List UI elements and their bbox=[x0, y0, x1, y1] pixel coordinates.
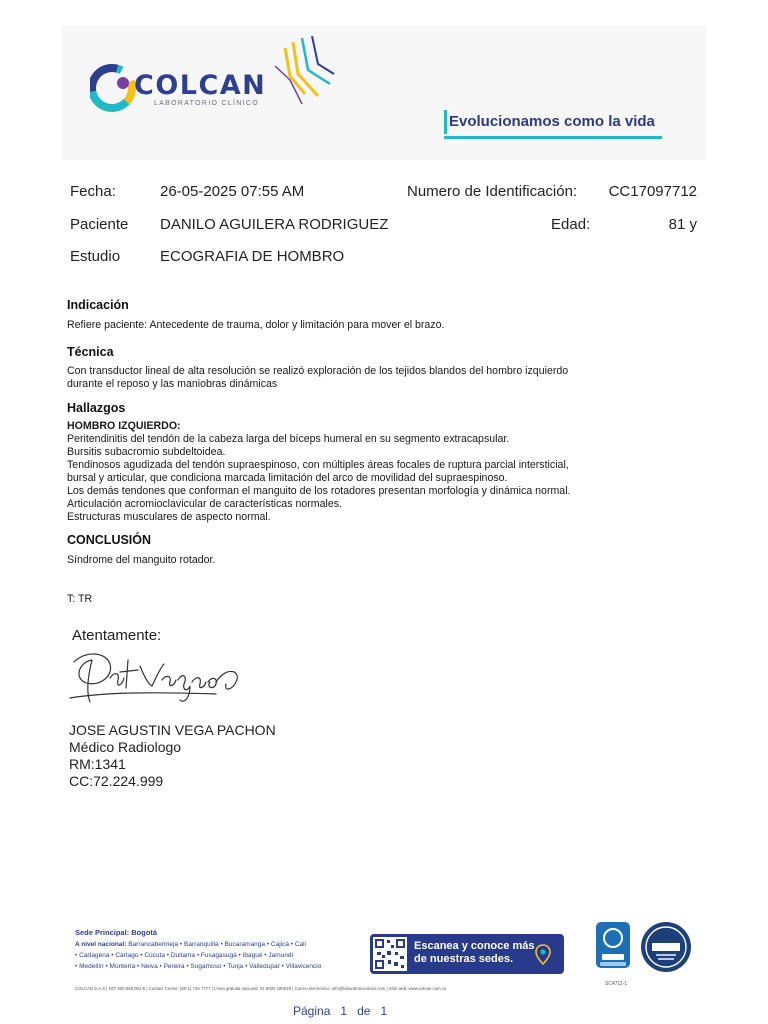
study-label: Estudio bbox=[70, 248, 121, 265]
transcriber-code bbox=[67, 593, 92, 606]
handwritten-signature bbox=[66, 642, 246, 718]
greeting: Atentamente: bbox=[72, 627, 162, 644]
technique-title: Técnica bbox=[67, 345, 114, 359]
page-number bbox=[293, 1004, 387, 1018]
conclusion-title: CONCLUSIÓN bbox=[67, 533, 152, 547]
patient-label: Paciente bbox=[70, 216, 129, 233]
brand-subtitle: LABORATORIO CLÍNICO bbox=[154, 100, 259, 107]
footer-cities-2: • Cartagena • Cartago • Cúcuta • Duitama • Fusagasugá • Ibagué • Jamundí bbox=[75, 952, 294, 959]
tagline: Evolucionamos como la vida bbox=[449, 113, 655, 130]
map-pin-icon bbox=[530, 942, 556, 968]
footer-cities-text: Barrancabermeja • Barranquilla • Bucaramanga • Cajicá • Cali bbox=[128, 941, 307, 948]
page-total: 1 bbox=[380, 1004, 388, 1018]
technique-line: durante el reposo y las maniobras dinámicas bbox=[67, 378, 278, 390]
qr-caption-line: de nuestras sedes. bbox=[414, 953, 514, 965]
signer-rm: RM:1341 bbox=[69, 756, 126, 772]
id-value: CC17097712 bbox=[608, 183, 697, 200]
indication-line: Refiere paciente: Antecedente de trauma, dolor y limitación para mover el brazo. bbox=[67, 319, 445, 331]
footer-hq: Sede Principal: Bogotá bbox=[75, 928, 158, 937]
technique-text bbox=[67, 365, 568, 391]
findings-title: Hallazgos bbox=[67, 401, 126, 415]
conclusion-line: Síndrome del manguito rotador. bbox=[67, 554, 216, 566]
iqnet-badge-icon bbox=[640, 921, 692, 973]
signer-cc: CC:72.224.999 bbox=[69, 773, 164, 789]
footer-legal: COLCAN S.A.S | NIT: 800.066.001-5 | Contact Center: (60-1) 745 7777 | Línea gratuita nacional: 01 8000 180019 | Correo electrónico: info@laboratoriocolcan.com | Sitio web: www.colcan.com.co bbox=[75, 986, 447, 991]
date-label: Fecha: bbox=[70, 183, 116, 200]
age-label: Edad: bbox=[551, 216, 591, 233]
findings-line: Bursitis subacromio subdeltoidea. bbox=[67, 446, 226, 458]
qr-caption bbox=[414, 940, 534, 966]
conclusion-text bbox=[67, 554, 215, 567]
signer-role: Médico Radiologo bbox=[69, 739, 182, 755]
patient-name: DANILO AGUILERA RODRIGUEZ bbox=[160, 216, 389, 233]
study-value: ECOGRAFIA DE HOMBRO bbox=[160, 248, 345, 265]
page-of: de bbox=[357, 1004, 371, 1018]
qr-code-icon[interactable] bbox=[373, 937, 407, 971]
indication-title: Indicación bbox=[67, 298, 129, 312]
tagline-accent bbox=[444, 110, 447, 134]
transcriber-line: T: TR bbox=[67, 593, 93, 605]
footer-national-label: A nivel nacional: bbox=[75, 941, 127, 948]
findings-line: Los demás tendones que conforman el manguito de los rotadores presentan morfología y dinámica normal. bbox=[67, 485, 571, 497]
age-value: 81 y bbox=[668, 216, 697, 233]
page-label: Página bbox=[293, 1004, 331, 1018]
id-label: Numero de Identificación: bbox=[407, 183, 578, 200]
icontec-badge-icon bbox=[596, 922, 630, 974]
date-value: 26-05-2025 07:55 AM bbox=[160, 183, 305, 200]
tagline-underline bbox=[444, 136, 662, 139]
brand-name: COLCAN bbox=[134, 70, 267, 101]
qr-caption-line: Escanea y conoce más bbox=[414, 940, 535, 952]
findings-heading: HOMBRO IZQUIERDO: bbox=[67, 420, 181, 432]
signer-name: JOSE AGUSTIN VEGA PACHON bbox=[69, 722, 276, 738]
findings-line: Peritendinitis del tendón de la cabeza larga del bíceps humeral en su segmento extracapsular. bbox=[67, 433, 510, 445]
footer-cities-1 bbox=[75, 941, 306, 948]
page-current: 1 bbox=[340, 1004, 348, 1018]
findings-text bbox=[67, 420, 571, 524]
findings-line: Estructuras musculares de aspecto normal. bbox=[67, 511, 271, 523]
indication-text bbox=[67, 319, 444, 332]
findings-line: Tendinosos agudizada del tendón supraespinoso, con múltiples áreas focales de ruptura parcial intersticial, bbox=[67, 459, 569, 471]
findings-line: bursal y articular, que condiciona marcada limitación del arco de movilidad del supraespinoso. bbox=[67, 472, 508, 484]
footer-cities-3: • Medellín • Montería • Neiva • Pereira • Sogamoso • Tunja • Valledupar • Villavicencio bbox=[75, 963, 322, 970]
findings-line: Articulación acromioclavicular de características normales. bbox=[67, 498, 342, 510]
icontec-cert: SC4711-1 bbox=[605, 981, 628, 987]
technique-line: Con transductor lineal de alta resolución se realizó exploración de los tejidos blandos del hombro izquierdo bbox=[67, 365, 569, 377]
